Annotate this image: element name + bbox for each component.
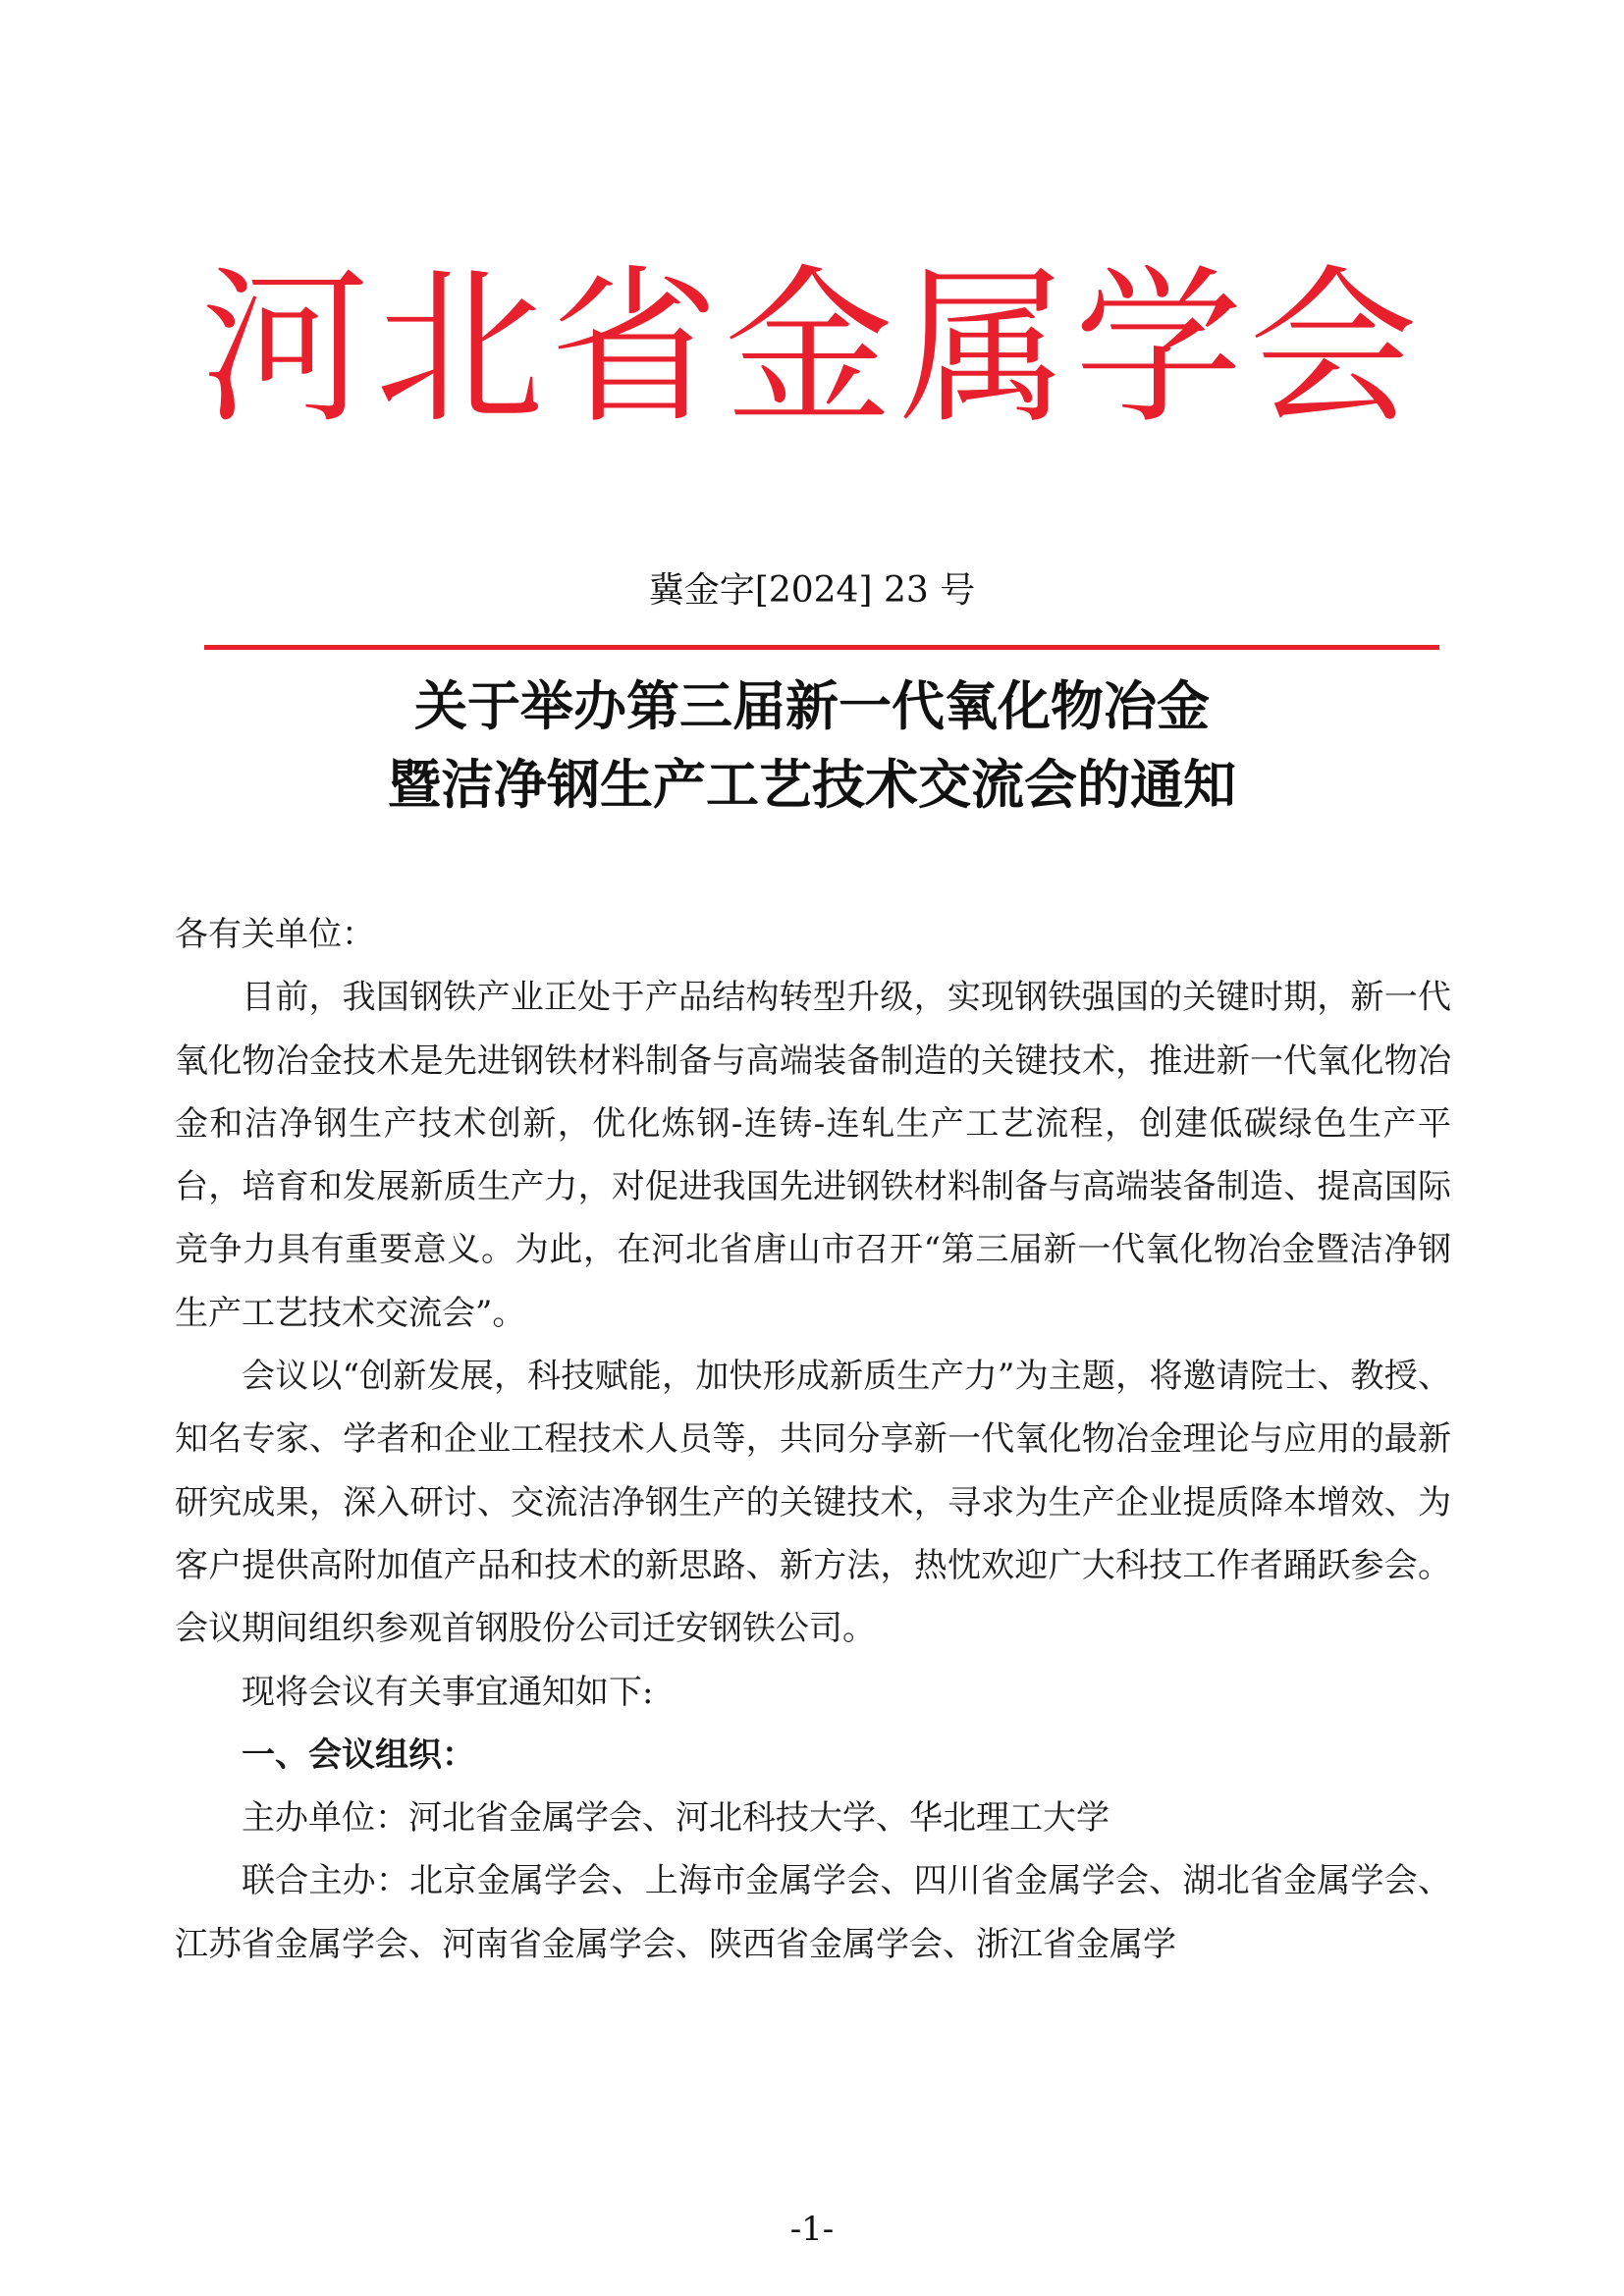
title-line-1: 关于举办第三届新一代氧化物冶金: [414, 675, 1210, 737]
organizers-line: 主办单位：河北省金属学会、河北科技大学、华北理工大学: [242, 1798, 1110, 1839]
organization-header: 河北省金属学会: [200, 249, 1424, 447]
document-number: 冀金字[2024] 23 号: [648, 570, 976, 611]
paragraph-notice-intro: 现将会议有关事宜通知如下:: [242, 1672, 654, 1712]
section-heading-organization: 一、会议组织：: [242, 1735, 475, 1775]
title-line-2: 暨洁净钢生产工艺技术交流会的通知: [388, 754, 1236, 816]
page-number: -1-: [789, 2210, 835, 2249]
document-title: [0, 667, 1624, 825]
co-organizers-line: 联合主办：北京金属学会、上海市金属学会、四川省金属学会、湖北省金属学会、江苏省金属学会、河南省金属学会、陕西省金属学会、浙江省金属学: [175, 1861, 1451, 1964]
salutation: 各有关单位：: [175, 915, 375, 954]
paragraph-theme: 会议以“创新发展，科技赋能，加快形成新质生产力”为主题，将邀请院士、教授、知名专家、学者和企业工程技术人员等，共同分享新一代氧化物冶金理论与应用的最新研究成果，深入研讨、交流洁净钢生产的关键技术，寻求为生产企业提质降本增效、为客户提供高附加值产品和技术的新思路、新方法，热忱欢迎广大科技工作者踊跃参会。会议期间组织参观首钢股份公司迁安钢铁公司。: [175, 1357, 1451, 1649]
document-body: [175, 903, 1451, 1976]
red-divider-line: [204, 645, 1439, 650]
paragraph-background: 目前，我国钢铁产业正处于产品结构转型升级，实现钢铁强国的关键时期，新一代氧化物冶金技术是先进钢铁材料制备与高端装备制造的关键技术，推进新一代氧化物冶金和洁净钢生产技术创新，优化炼钢-连铸-连轧生产工艺流程，创建低碳绿色生产平台，培育和发展新质生产力，对促进我国先进钢铁材料制备与高端装备制造、提高国际竞争力具有重要意义。为此，在河北省唐山市召开“第三届新一代氧化物冶金暨洁净钢生产工艺技术交流会”。: [175, 978, 1451, 1333]
